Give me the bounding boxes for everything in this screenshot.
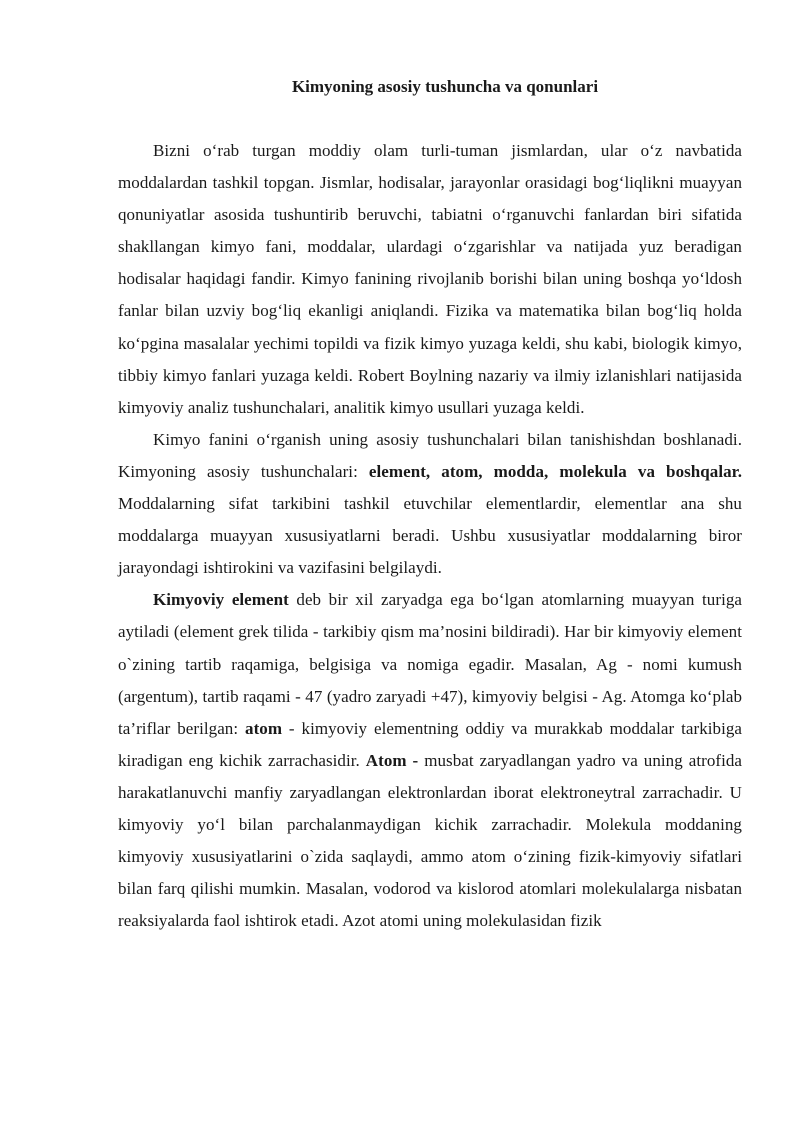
paragraph-2-run-1: Kimyo fanini o‘rganish uning asosiy tushunchalari bilan tanishishdan boshlanadi. Kimyoning asosiy tushunchalari: xyxy=(118,429,742,481)
paragraph-3-bold-kimyoviy-element: Kimyoviy element xyxy=(153,590,289,610)
paragraph-1-run-1: Bizni o‘rab turgan moddiy olam turli-tuman jismlardan, ular o‘z navbatida moddalardan tashkil topgan. Jismlar, hodisalar, jarayonlar orasidagi bog‘liqlikni muayyan qonuniyatlar asosida tushuntirib beruvchi, tabiatni o‘rganuvchi fanlardan biri sifatida shakllangan kimyo fani, moddalar, ulardagi o‘zgarishlar va natijada yuz beradigan hodisalar haqidagi fandir. Kimyo fanining rivojlanib borishi bilan uning boshqa yo‘ldosh fanlar bilan uzviy bog‘liq ekanligi aniqlandi. Fizika va matematika bilan bog‘liq holda ko‘pgina masalalar yechimi topildi va fizik kimyo yuzaga keldi, shu kabi, biologik kimyo, tibbiy kimyo fanlari yuzaga keldi. Robert Boylning nazariy va ilmiy izlanishlari natijasida kimyoviy analiz tushunchalari, analitik kimyo usullari yuzaga keldi. xyxy=(118,141,742,417)
paragraph-3-bold-atom-definition: Atom - xyxy=(365,750,419,770)
paragraph-3-bold-atom: atom xyxy=(245,718,283,738)
paragraph-2 xyxy=(118,424,742,584)
document-title: Kimyoning asosiy tushuncha va qonunlari xyxy=(291,77,599,96)
paragraph-1 xyxy=(118,135,742,424)
paragraph-3-run-4: - kimyoviy elementning oddiy va murakkab moddalar tarkibiga kiradigan eng kichik zarrachasidir. xyxy=(118,718,742,770)
document-page xyxy=(118,76,742,937)
paragraph-2-bold-terms: element, atom, modda, molekula va boshqalar. xyxy=(368,461,742,481)
paragraph-3 xyxy=(118,584,742,937)
paragraph-3-run-6: musbat zaryadlangan yadro va uning atrofida harakatlanuvchi manfiy zaryadlangan elektronlardan iborat elektroneytral zarrachadir. U kimyoviy yo‘l bilan parchalanmaydigan kichik zarrachadir. Molekula moddaning kimyoviy xususiyatlarini o`zida saqlaydi, ammo atom o‘zining fizik-kimyoviy sifatlari bilan farq qilishi mumkin. Masalan, vodorod va kislorod atomlari molekulalarga nisbatan reaksiyalarda faol ishtirok etadi. Azot atomi uning molekulasidan fizik xyxy=(118,750,742,931)
paragraph-2-run-3: Moddalarning sifat tarkibini tashkil etuvchilar elementlardir, elementlar ana shu moddalarga muayyan xususiyatlarni beradi. Ushbu xususiyatlar moddalarning biror jarayondagi ishtirokini va vazifasini belgilaydi. xyxy=(118,494,742,578)
paragraph-3-run-2: deb bir xil zaryadga ega bo‘lgan atomlarning muayyan turiga aytiladi (element grek tilida - tarkibiy qism ma’nosini bildiradi). Har bir kimyoviy element o`zining tartib raqamiga, belgisiga va nomiga egadir. Masalan, Ag - nomi kumush (argentum), tartib raqami - 47 (yadro zaryadi +47), kimyoviy belgisi - Ag. Atomga ko‘plab ta’riflar berilgan: xyxy=(118,590,742,738)
